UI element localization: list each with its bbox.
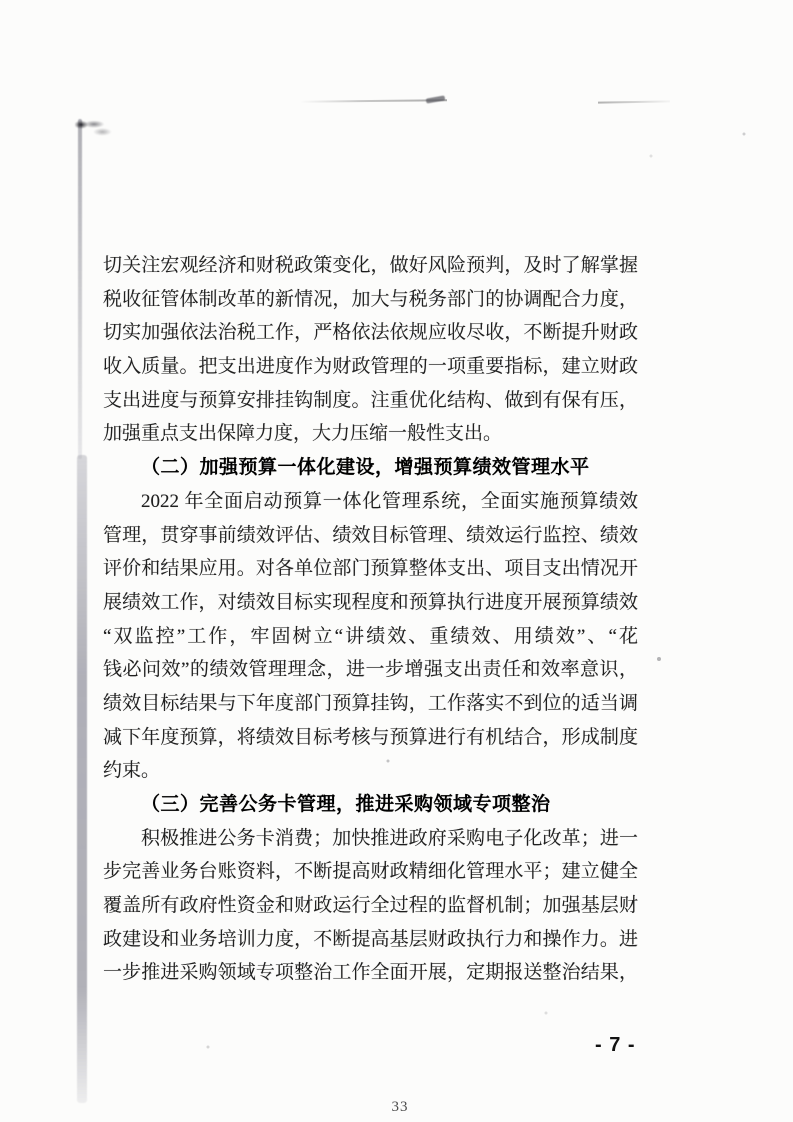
text-line: 加强重点支出保障力度，大力压缩一般性支出。 [103, 423, 503, 445]
text-line: 减下年度预算，将绩效目标考核与预算进行有机结合，形成制度 [103, 726, 638, 748]
scan-fold-shadow-bottom [77, 455, 87, 1103]
text-line: 支出进度与预算安排挂钩制度。注重优化结构、做到有保有压， [103, 389, 638, 411]
scan-fold-shadow-top [78, 119, 82, 459]
text-line: 管理，贯穿事前绩效评估、绩效目标管理、绩效运行监控、绩效 [103, 524, 638, 546]
scan-corner-smudge [75, 117, 113, 141]
text-line: 覆盖所有政府性资金和财政运行全过程的监督机制；加强基层财 [103, 895, 638, 917]
text-line: 政建设和业务培训力度，不断提高基层财政执行力和操作力。进 [103, 928, 638, 950]
document-text-block [103, 249, 638, 990]
scan-sheet-number: 33 [391, 1099, 409, 1115]
scan-noise-specks [0, 0, 2, 2]
text-line: 钱必问效”的绩效管理理念，进一步增强支出责任和效率意识， [103, 659, 638, 681]
page-number: - 7 - [595, 1034, 636, 1056]
text-line: 切实加强依法治税工作，严格依法依规应收尽收，不断提升财政 [103, 322, 638, 344]
text-line: 约束。 [103, 760, 161, 782]
text-line: 积极推进公务卡消费；加快推进政府采购电子化改革；进一 [141, 827, 638, 849]
text-line: 步完善业务台账资料，不断提高财政精细化管理水平；建立健全 [103, 861, 638, 883]
scan-edge-mark [598, 100, 670, 103]
section-heading: （三）完善公务卡管理，推进采购领域专项整治 [141, 794, 551, 815]
text-line: “双监控”工作，牢固树立“讲绩效、重绩效、用绩效”、“花 [103, 625, 638, 647]
text-line: 税收征管体制改革的新情况，加大与税务部门的协调配合力度， [103, 288, 638, 310]
text-line: 切关注宏观经济和财税政策变化，做好风险预判，及时了解掌握 [103, 255, 638, 276]
text-line: 绩效目标结果与下年度部门预算挂钩，工作落实不到位的适当调 [103, 692, 638, 714]
text-line: 展绩效工作，对绩效目标实现程度和预算执行进度开展预算绩效 [103, 591, 638, 613]
scan-edge-dash [426, 95, 446, 103]
text-line: 2022 年全面启动预算一体化管理系统，全面实施预算绩效 [141, 490, 638, 512]
text-line: 一步推进采购领域专项整治工作全面开展，定期报送整治结果， [103, 962, 638, 984]
text-line: 评价和结果应用。对各单位部门预算整体支出、项目支出情况开 [103, 558, 638, 580]
text-line: 收入质量。把支出进度作为财政管理的一项重要指标，建立财政 [103, 356, 638, 378]
section-heading: （二）加强预算一体化建设，增强预算绩效管理水平 [141, 457, 590, 479]
